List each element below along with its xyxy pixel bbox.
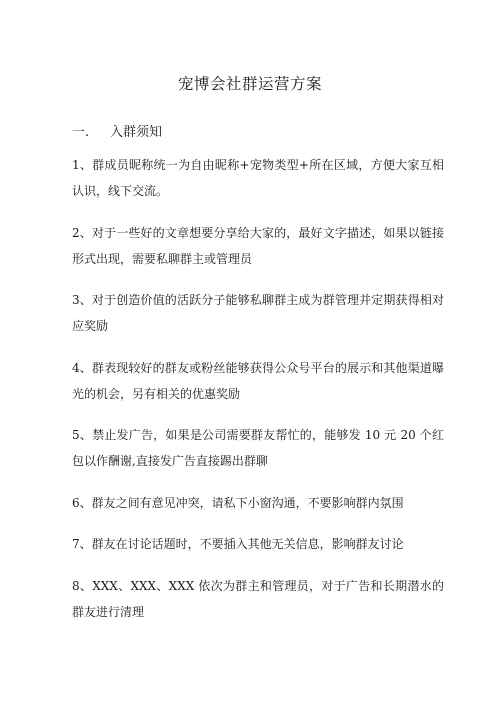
rule-item: 8、XXX、XXX、XXX 依次为群主和管理员，对于广告和长期潜水的群友进行清理 [72,578,444,619]
rule-item: 6、群友之间有意见冲突，请私下小窗沟通，不要影响群内氛围 [72,495,404,510]
rule-item: 2、对于一些好的文章想要分享给大家的，最好文字描述，如果以链接形式出现，需要私聊群主或管理员 [72,225,444,266]
section-title: 入群须知 [110,125,163,140]
section-number: 一. [72,125,90,140]
document-title: 宠博会社群运营方案 [177,75,322,93]
rule-item: 1、群成员昵称统一为自由昵称+宠物类型+所在区域，方便大家互相认识，线下交流。 [72,158,444,198]
section-heading [72,121,162,140]
rule-item: 7、群友在讨论话题时，不要插入其他无关信息，影响群友讨论 [72,537,404,551]
rules-list [72,152,444,640]
rule-item: 4、群表现较好的群友或粉丝能够获得公众号平台的展示和其他渠道曝光的机会，另有相关的优惠奖励 [72,360,444,401]
rule-item: 3、对于创造价值的活跃分子能够私聊群主成为群管理并定期获得相对应奖励 [72,293,444,333]
rule-item: 5、禁止发广告，如果是公司需要群友帮忙的，能够发 10 元 20 个红包以作酬谢,直接发广告直接踢出群聊 [72,428,444,468]
